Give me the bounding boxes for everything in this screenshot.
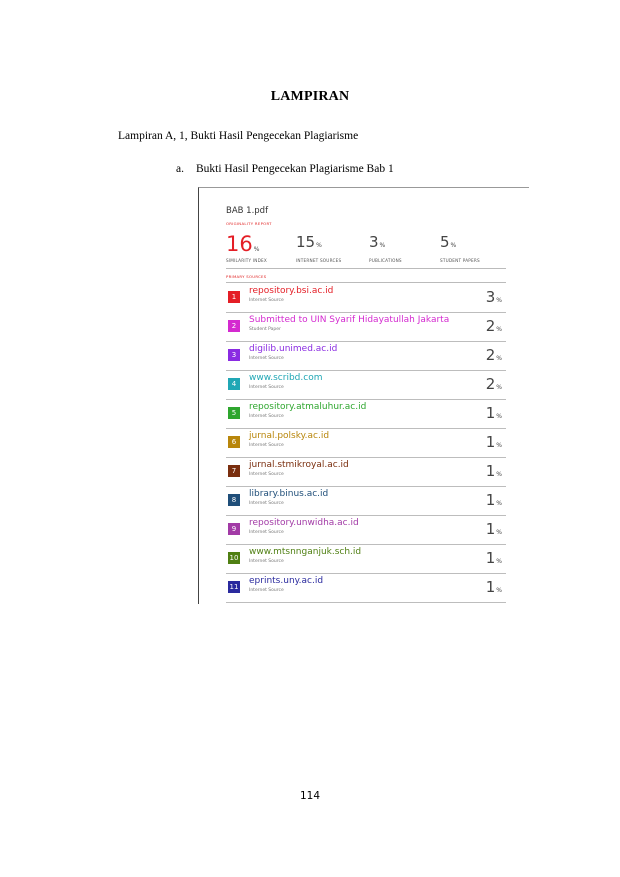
source-row bbox=[226, 573, 506, 603]
source-row bbox=[226, 428, 506, 458]
source-percentage bbox=[486, 375, 502, 393]
stat-value: 5 bbox=[440, 233, 450, 251]
source-number-badge: 6 bbox=[228, 436, 240, 448]
source-type: Internet Source bbox=[249, 385, 284, 390]
source-name: www.scribd.com bbox=[249, 373, 323, 383]
stat-similarity-index bbox=[226, 232, 267, 263]
source-type: Internet Source bbox=[249, 443, 284, 448]
source-number-badge: 2 bbox=[228, 320, 240, 332]
source-pct-unit: % bbox=[496, 297, 502, 304]
source-row bbox=[226, 515, 506, 545]
source-name: repository.bsi.ac.id bbox=[249, 286, 334, 296]
source-row bbox=[226, 457, 506, 487]
source-percentage bbox=[486, 462, 502, 480]
source-percentage bbox=[486, 317, 502, 335]
source-pct-unit: % bbox=[496, 587, 502, 594]
source-percentage bbox=[486, 549, 502, 567]
stat-unit: % bbox=[253, 246, 260, 253]
stat-label: INTERNET SOURCES bbox=[296, 258, 342, 263]
source-type: Internet Source bbox=[249, 530, 284, 535]
source-row bbox=[226, 312, 506, 342]
source-name: digilib.unimed.ac.id bbox=[249, 344, 338, 354]
source-type: Internet Source bbox=[249, 298, 284, 303]
source-pct-unit: % bbox=[496, 413, 502, 420]
source-number-badge: 3 bbox=[228, 349, 240, 361]
source-number-badge: 7 bbox=[228, 465, 240, 477]
source-row bbox=[226, 283, 506, 313]
source-pct-value: 1 bbox=[485, 549, 496, 567]
stat-unit: % bbox=[316, 242, 322, 249]
source-pct-unit: % bbox=[496, 471, 502, 478]
source-number-badge: 11 bbox=[229, 583, 239, 591]
source-row bbox=[226, 399, 506, 429]
page-title: LAMPIRAN bbox=[270, 89, 350, 104]
page-number: 114 bbox=[299, 790, 321, 802]
source-pct-value: 2 bbox=[485, 317, 496, 335]
item-marker: a. bbox=[176, 163, 184, 175]
stat-value: 16 bbox=[226, 232, 253, 256]
source-percentage bbox=[486, 288, 502, 306]
source-name: library.binus.ac.id bbox=[249, 489, 329, 499]
source-pct-value: 1 bbox=[485, 491, 496, 509]
source-name: Submitted to UIN Syarif Hidayatullah Jakarta bbox=[249, 315, 450, 325]
source-pct-value: 1 bbox=[485, 462, 496, 480]
primary-sources-label: PRIMARY SOURCES bbox=[226, 274, 267, 279]
stat-value: 3 bbox=[369, 233, 379, 251]
source-pct-unit: % bbox=[496, 442, 502, 449]
stat-value: 15 bbox=[296, 233, 316, 251]
source-type: Internet Source bbox=[249, 559, 284, 564]
source-type: Internet Source bbox=[249, 588, 284, 593]
source-name: jurnal.polsky.ac.id bbox=[249, 431, 330, 441]
report-file-name: BAB 1.pdf bbox=[226, 206, 269, 216]
source-type: Student Paper bbox=[249, 327, 281, 332]
source-row bbox=[226, 341, 506, 371]
appendix-item bbox=[176, 163, 394, 175]
source-name: repository.unwidha.ac.id bbox=[249, 518, 359, 528]
source-name: repository.atmaluhur.ac.id bbox=[249, 402, 367, 412]
source-pct-value: 3 bbox=[485, 288, 496, 306]
stat-label: STUDENT PAPERS bbox=[440, 258, 480, 263]
source-pct-value: 2 bbox=[485, 375, 496, 393]
source-number-badge: 9 bbox=[228, 523, 240, 535]
source-number-badge: 4 bbox=[228, 378, 240, 390]
stat-unit: % bbox=[450, 242, 457, 249]
divider bbox=[226, 268, 506, 269]
source-pct-value: 1 bbox=[485, 520, 496, 538]
source-pct-unit: % bbox=[496, 384, 502, 391]
source-percentage bbox=[486, 491, 502, 509]
originality-report bbox=[198, 187, 529, 604]
source-pct-unit: % bbox=[496, 558, 502, 565]
source-type: Internet Source bbox=[249, 414, 284, 419]
source-row bbox=[226, 370, 506, 400]
stat-student-papers bbox=[440, 232, 480, 263]
source-type: Internet Source bbox=[249, 356, 284, 361]
source-percentage bbox=[486, 346, 502, 364]
source-pct-value: 2 bbox=[485, 346, 496, 364]
source-pct-unit: % bbox=[496, 326, 502, 333]
source-name: eprints.uny.ac.id bbox=[249, 576, 324, 586]
source-pct-value: 1 bbox=[485, 404, 496, 422]
originality-report-label: ORIGINALITY REPORT bbox=[226, 221, 272, 226]
source-percentage bbox=[486, 433, 502, 451]
source-number-badge: 10 bbox=[229, 554, 239, 562]
source-number-badge: 8 bbox=[228, 494, 240, 506]
source-pct-unit: % bbox=[496, 355, 502, 362]
source-percentage bbox=[486, 578, 502, 596]
source-pct-value: 1 bbox=[485, 578, 496, 596]
source-name: www.mtsnnganjuk.sch.id bbox=[249, 547, 362, 557]
appendix-subheading: Lampiran A, 1, Bukti Hasil Pengecekan Plagiarisme bbox=[118, 130, 359, 142]
source-name: jurnal.stmikroyal.ac.id bbox=[249, 460, 349, 470]
source-pct-unit: % bbox=[496, 529, 502, 536]
item-text: Bukti Hasil Pengecekan Plagiarisme Bab 1 bbox=[196, 163, 394, 175]
stat-label: SIMILARITY INDEX bbox=[226, 258, 267, 263]
source-row bbox=[226, 544, 506, 574]
stat-publications bbox=[369, 232, 402, 263]
source-number-badge: 5 bbox=[228, 407, 240, 419]
source-number-badge: 1 bbox=[228, 291, 240, 303]
source-percentage bbox=[486, 520, 502, 538]
source-pct-value: 1 bbox=[485, 433, 496, 451]
source-type: Internet Source bbox=[249, 501, 284, 506]
stat-unit: % bbox=[379, 242, 386, 249]
stat-internet-sources bbox=[296, 232, 342, 263]
source-percentage bbox=[486, 404, 502, 422]
stat-label: PUBLICATIONS bbox=[369, 258, 402, 263]
source-row bbox=[226, 486, 506, 516]
source-pct-unit: % bbox=[496, 500, 502, 507]
source-type: Internet Source bbox=[249, 472, 284, 477]
